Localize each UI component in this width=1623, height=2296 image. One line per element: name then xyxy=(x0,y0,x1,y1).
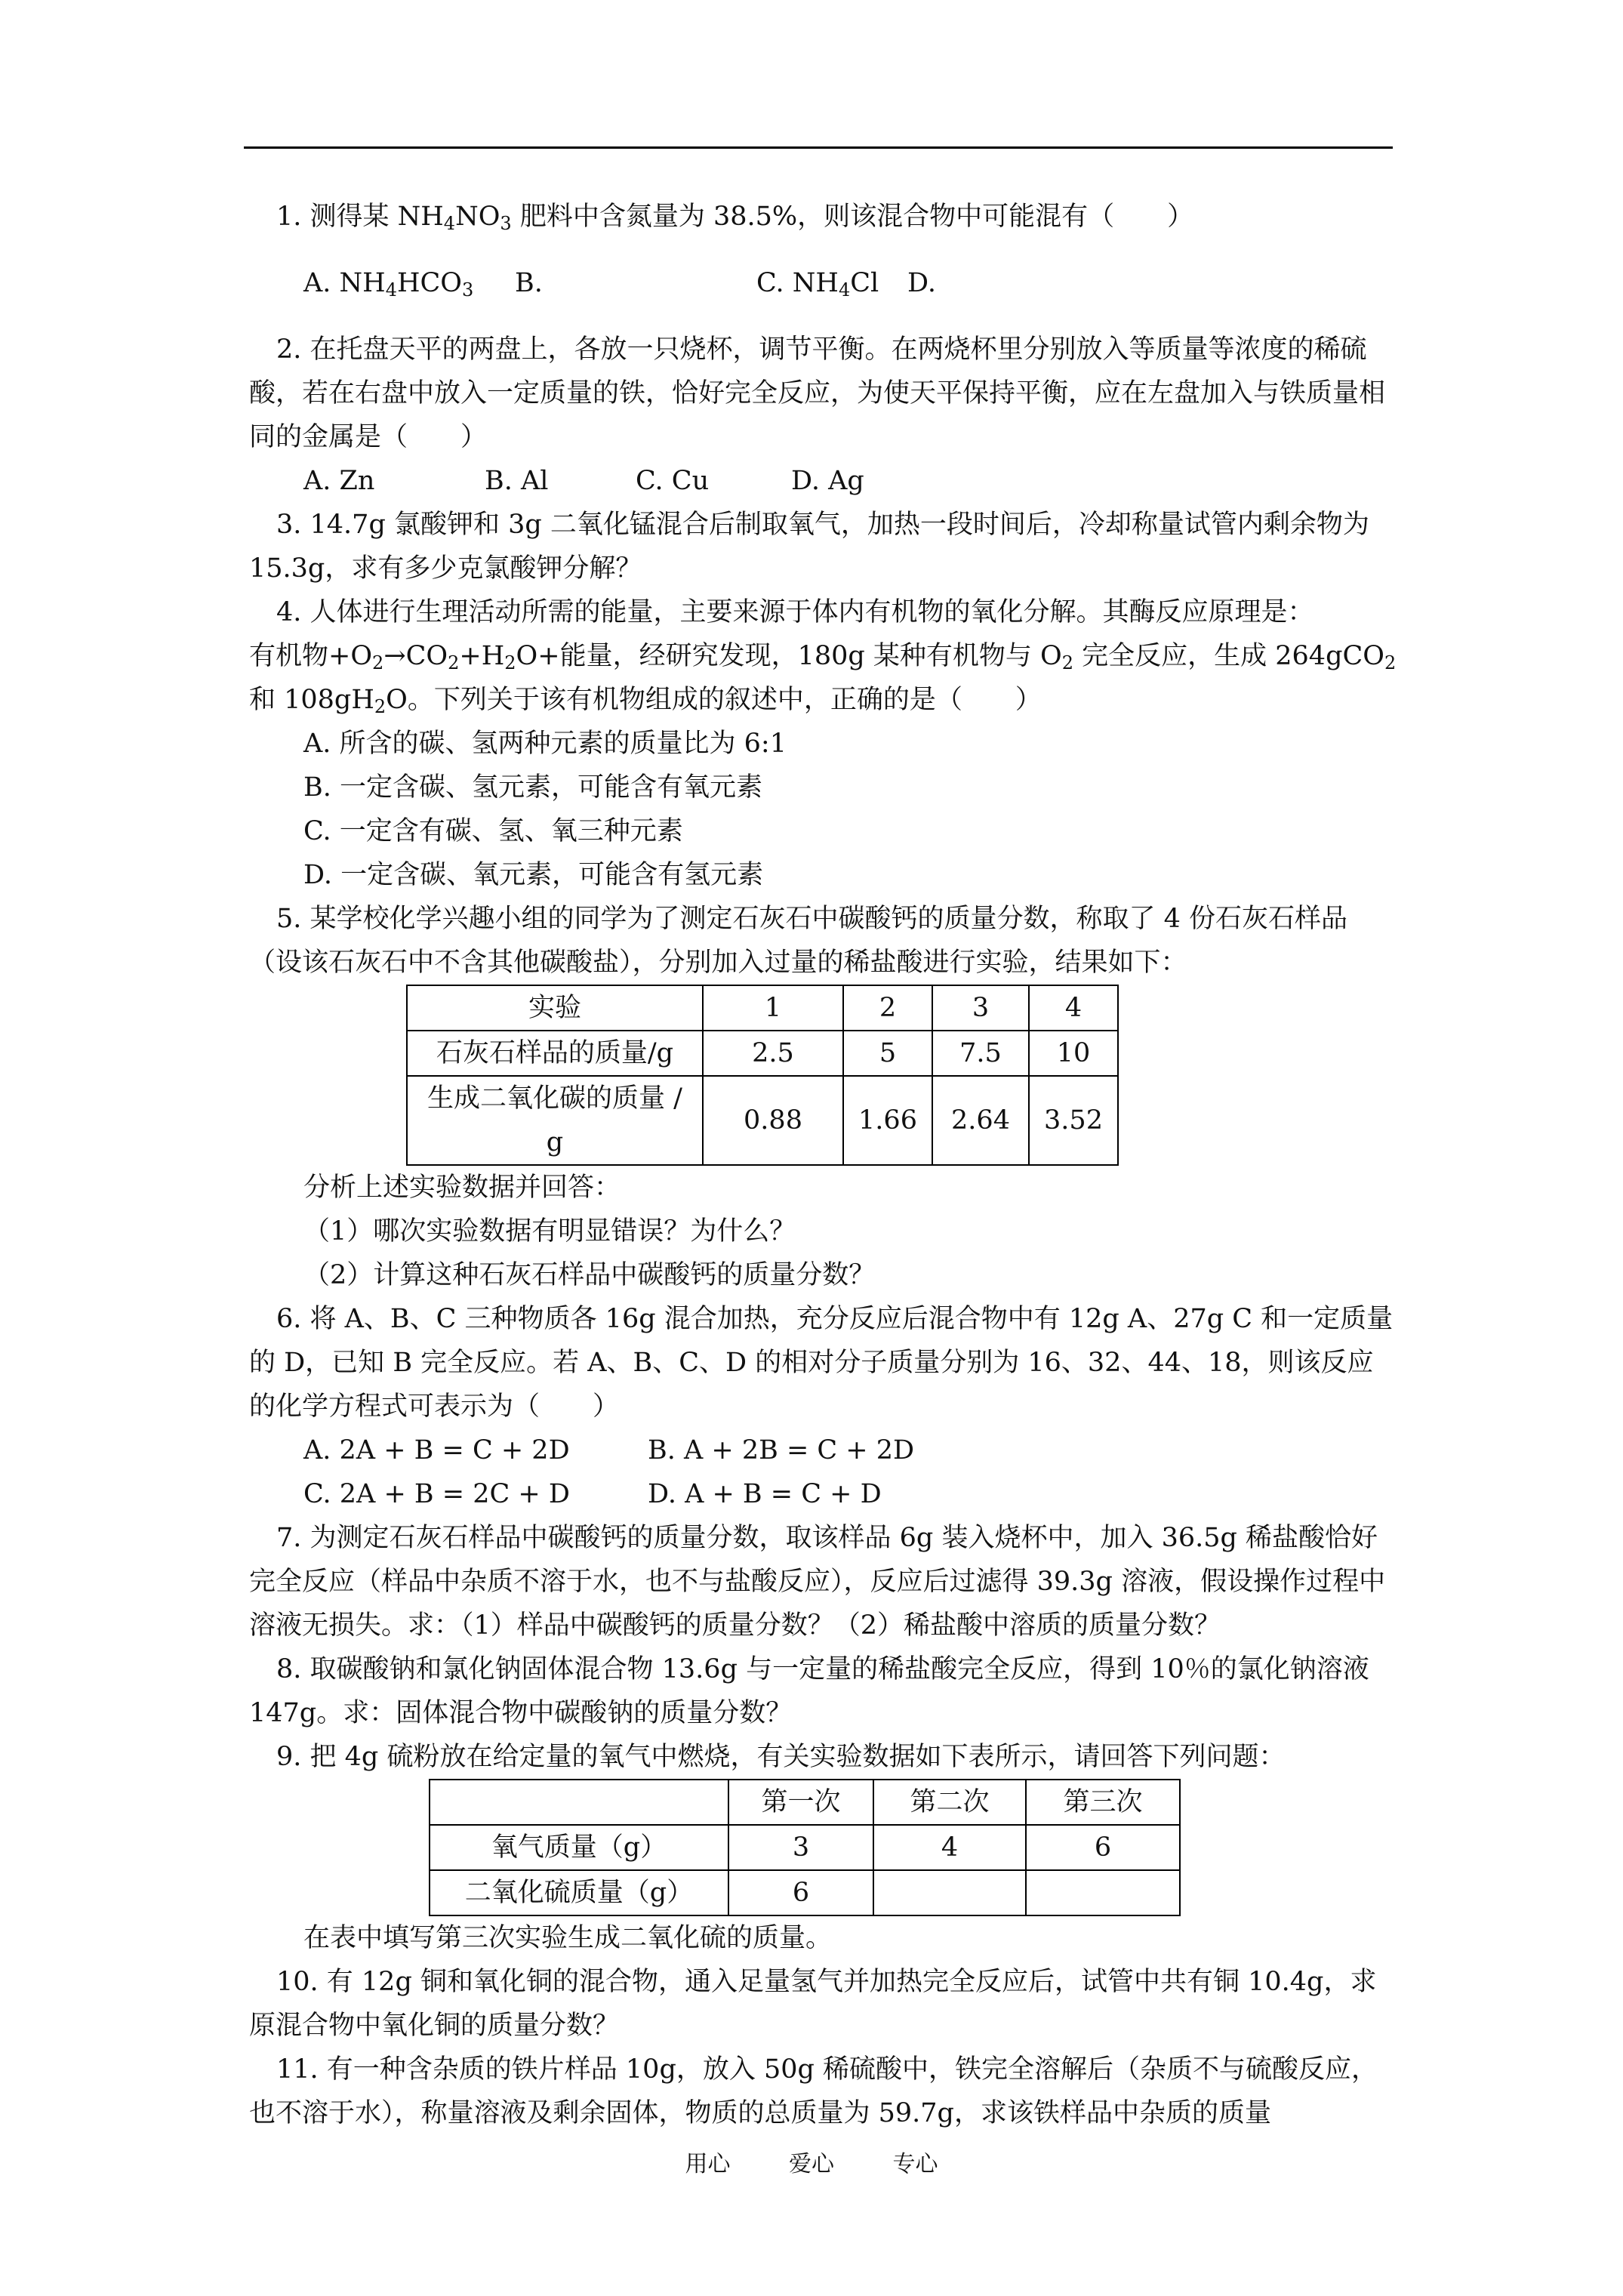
table-cell: 6 xyxy=(1026,1825,1180,1870)
q6-options-row-1 xyxy=(249,1428,1397,1472)
table-cell: 3 xyxy=(728,1825,873,1870)
q6-option-b: B. A + 2B = C + 2D xyxy=(648,1435,915,1465)
table-cell: 3.52 xyxy=(1029,1076,1118,1165)
table-row xyxy=(407,1031,1118,1076)
q1-options xyxy=(249,261,1397,305)
q1-subscript: 3 xyxy=(500,213,512,234)
question-11: 11. 有一种含杂质的铁片样品 10g，放入 50g 稀硫酸中，铁完全溶解后（杂质不与硫酸反应，也不溶于水），称量溶液及剩余固体，物质的总质量为 59.7g，求该铁样品中杂质的质量 xyxy=(249,2054,1378,2128)
q4-option-a: A. 所含的碳、氢两种元素的质量比为 6:1 xyxy=(303,729,787,759)
q9-instruction: 在表中填写第三次实验生成二氧化硫的质量。 xyxy=(303,1923,833,1953)
worksheet xyxy=(249,195,1397,2135)
question-8: 8. 取碳酸钠和氯化钠固体混合物 13.6g 与一定量的稀盐酸完全反应，得到 10％的氯化钠溶液 147g。求：固体混合物中碳酸钠的质量分数？ xyxy=(249,1654,1369,1728)
table-cell: 0.88 xyxy=(703,1076,843,1165)
table-row xyxy=(430,1780,1180,1825)
table-cell: 第一次 xyxy=(728,1780,873,1825)
q6-option-c: C. 2A + B = 2C + D xyxy=(303,1479,570,1509)
footer-text: 专心 xyxy=(892,2151,938,2177)
table-cell: 氧气质量（g） xyxy=(430,1825,728,1870)
q2-option-a: A. Zn xyxy=(303,466,375,496)
q1-option-c: C. $NH_4Cl$ xyxy=(756,268,879,300)
table-cell xyxy=(430,1780,728,1825)
question-9: 9. 把 4g 硫粉放在给定量的氧气中燃烧，有关实验数据如下表所示，请回答下列问题： xyxy=(276,1742,1286,1772)
table-cell: 1 xyxy=(703,985,843,1031)
q6-options-row-2 xyxy=(249,1472,1397,1516)
question-1 xyxy=(249,195,1397,239)
table-row xyxy=(430,1825,1180,1870)
table-cell: 2.5 xyxy=(703,1031,843,1076)
question-10: 10. 有 12g 铜和氧化铜的混合物，通入足量氢气并加热完全反应后，试管中共有铜 10.4g，求原混合物中氧化铜的质量分数？ xyxy=(249,1967,1377,2041)
table-cell: 二氧化硫质量（g） xyxy=(430,1870,728,1915)
question-4-line-1: 4. 人体进行生理活动所需的能量，主要来源于体内有机物的氧化分解。其酶反应原理是： xyxy=(276,597,1314,627)
table-cell: 2.64 xyxy=(932,1076,1029,1165)
q5-subquestion-1: （1）哪次实验数据有明显错误？为什么？ xyxy=(303,1216,796,1247)
q5-followup: 分析上述实验数据并回答： xyxy=(303,1173,621,1203)
question-2: 2. 在托盘天平的两盘上，各放一只烧杯，调节平衡。在两烧杯里分别放入等质量等浓度的稀硫酸，若在右盘中放入一定质量的铁，恰好完全反应，为使天平保持平衡，应在左盘加入与铁质量相同的金属是（ ） xyxy=(249,334,1386,452)
question-3: 3. 14.7g 氯酸钾和 3g 二氧化锰混合后制取氧气，加热一段时间后，冷却称量试管内剩余物为 15.3g，求有多少克氯酸钾分解？ xyxy=(249,510,1369,584)
question-5: 5. 某学校化学兴趣小组的同学为了测定石灰石中碳酸钙的质量分数，称取了 4 份石灰石样品（设该石灰石中不含其他碳酸盐），分别加入过量的稀盐酸进行实验，结果如下： xyxy=(249,904,1348,978)
table-row xyxy=(407,1076,1118,1165)
question-4-line-3: 和 $108gH_2O$。下列关于该有机物组成的叙述中，正确的是（ ） xyxy=(249,685,1042,717)
table-row xyxy=(407,985,1118,1031)
table-cell: 5 xyxy=(843,1031,932,1076)
q1-option-b: B. xyxy=(515,268,543,298)
table-cell: 实验 xyxy=(407,985,703,1031)
q5-table xyxy=(406,985,1119,1166)
footer-text: 爱心 xyxy=(789,2151,834,2177)
table-cell: 6 xyxy=(728,1870,873,1915)
footer-text: 用心 xyxy=(685,2151,731,2177)
question-6: 6. 将 A、B、C 三种物质各 16g 混合加热，充分反应后混合物中有 12g A、27g C 和一定质量的 D，已知 B 完全反应。若 A、B、C、D 的相对分子质量分别为 16、32、44、18，则该反应的化学方程式可表示为（ ） xyxy=(249,1304,1394,1422)
table-cell: 第三次 xyxy=(1026,1780,1180,1825)
q2-option-b: B. Al xyxy=(485,466,549,496)
table-cell: 2 xyxy=(843,985,932,1031)
question-7: 7. 为测定石灰石样品中碳酸钙的质量分数，取该样品 6g 装入烧杯中，加入 36.5g 稀盐酸恰好完全反应（样品中杂质不溶于水，也不与盐酸反应），反应后过滤得 39.3g 溶液，假设操作过程中溶液无损失。求：（1）样品中碳酸钙的质量分数？（2）稀盐酸中溶质的质量分数？ xyxy=(249,1523,1386,1641)
q6-option-a: A. 2A + B = C + 2D xyxy=(303,1435,570,1465)
table-cell: 7.5 xyxy=(932,1031,1029,1076)
q1-option-a: A. $NH_4HCO_3$ xyxy=(303,268,474,300)
table-cell: 第二次 xyxy=(873,1780,1026,1825)
q1-subscript: 4 xyxy=(443,213,456,234)
q9-table xyxy=(429,1779,1181,1916)
table-row xyxy=(430,1870,1180,1915)
table-cell: 4 xyxy=(1029,985,1118,1031)
q4-option-d: D. 一定含碳、氧元素，可能含有氢元素 xyxy=(303,860,764,890)
q4-option-b: B. 一定含碳、氢元素，可能含有氧元素 xyxy=(303,772,762,803)
q1-option-d: D. xyxy=(907,268,936,298)
question-4-line-2: 有机物$+O_2\to CO_2+H_2O+$能量，经研究发现，180g 某种有机物与 $O_2$ 完全反应，生成 264gCO$_2$ xyxy=(249,641,1397,673)
table-cell-blank[interactable] xyxy=(873,1870,1026,1915)
table-cell-blank[interactable] xyxy=(1026,1870,1180,1915)
q4-option-c: C. 一定含有碳、氢、氧三种元素 xyxy=(303,816,683,846)
q2-option-d: D. Ag xyxy=(791,466,864,496)
q1-text: NO xyxy=(455,202,500,232)
q2-option-c: C. Cu xyxy=(636,466,710,496)
table-cell: 1.66 xyxy=(843,1076,932,1165)
q1-text: 肥料中含氮量为 38.5%，则该混合物中可能混有（ ） xyxy=(511,202,1194,232)
page-footer xyxy=(0,2143,1623,2187)
table-cell: 生成二氧化碳的质量 / g xyxy=(407,1076,703,1165)
table-cell: 3 xyxy=(932,985,1029,1031)
table-cell: 4 xyxy=(873,1825,1026,1870)
q1-text: 1. 测得某 NH xyxy=(276,202,444,232)
table-cell: 10 xyxy=(1029,1031,1118,1076)
q5-subquestion-2: （2）计算这种石灰石样品中碳酸钙的质量分数？ xyxy=(303,1260,876,1290)
q2-options xyxy=(249,459,1397,503)
table-cell: 石灰石样品的质量/g xyxy=(407,1031,703,1076)
header-rule xyxy=(244,146,1393,149)
q6-option-d: D. A + B = C + D xyxy=(648,1479,882,1509)
